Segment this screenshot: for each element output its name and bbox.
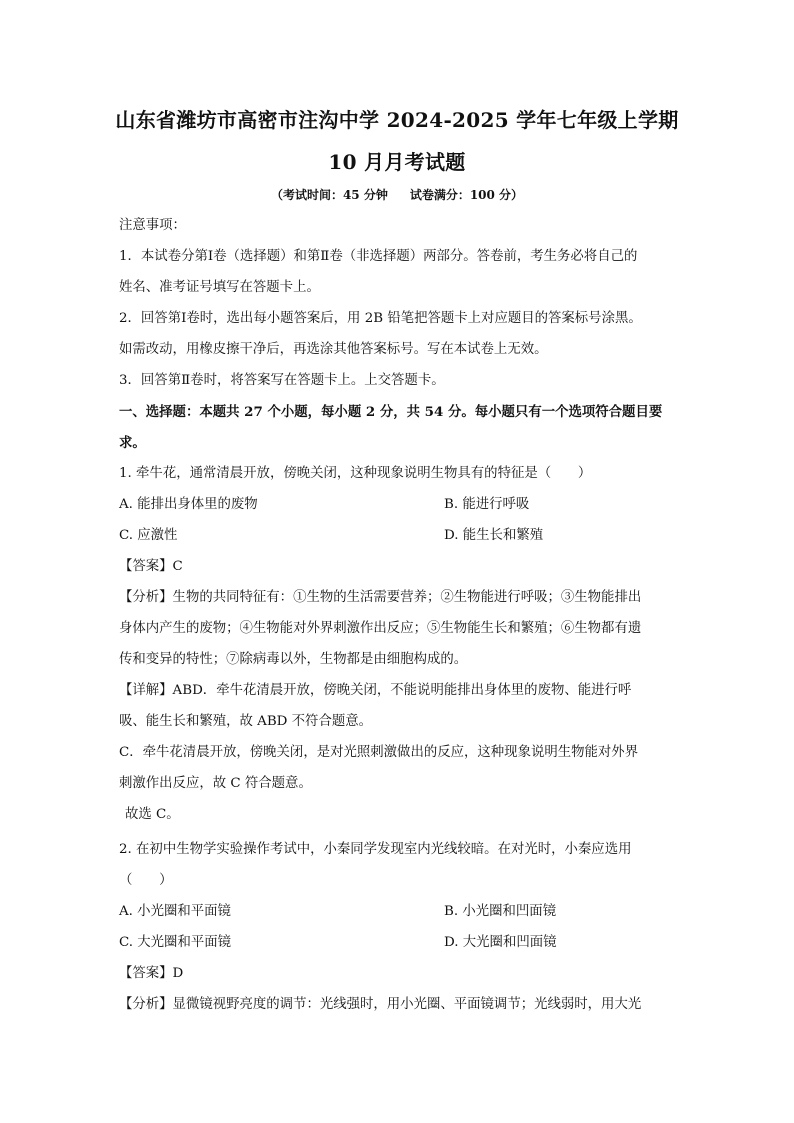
q1-option-c: C. 应激性 — [119, 528, 178, 543]
q2-option-b: B. 小光圈和凹面镜 — [444, 904, 557, 919]
q1-detail-a: 【详解】ABD．牵牛花清晨开放，傍晚关闭，不能说明能排出身体里的废物、能进行呼 — [119, 683, 632, 698]
exam-time: （考试时间：45 分钟 — [270, 188, 388, 202]
q1-choose: 故选 C。 — [125, 807, 180, 822]
q1-detail-b: 吸、能生长和繁殖，故 ABD 不符合题意。 — [119, 714, 373, 729]
q2-option-d: D. 大光圈和凹面镜 — [444, 935, 557, 950]
section-heading-b: 求。 — [119, 435, 146, 451]
q1-option-b: B. 能进行呼吸 — [444, 497, 530, 512]
notes-heading: 注意事项： — [119, 218, 186, 233]
note-1a: 1．本试卷分第Ⅰ卷（选择题）和第Ⅱ卷（非选择题）两部分。答卷前，考生务必将自己的 — [119, 249, 638, 264]
q1-detail-d: 刺激作出反应，故 C 符合题意。 — [119, 776, 312, 791]
q2-stem-b: （ ） — [119, 873, 173, 888]
q2-analysis-a: 【分析】显微镜视野亮度的调节：光线强时，用小光圈、平面镜调节；光线弱时，用大光 — [119, 997, 642, 1012]
page-title-line2: 10 月月考试题 — [328, 150, 466, 174]
note-2a: 2．回答第Ⅰ卷时，选出每小题答案后，用 2B 铅笔把答题卡上对应题目的答案标号涂黑。 — [119, 311, 642, 326]
note-2b: 如需改动，用橡皮擦干净后，再选涂其他答案标号。写在本试卷上无效。 — [119, 342, 548, 357]
full-score: 试卷满分：100 分） — [409, 188, 524, 202]
q2-stem-a: 2. 在初中生物学实验操作考试中，小秦同学发现室内光线较暗。在对光时，小秦应选用 — [119, 842, 632, 857]
q1-analysis-b: 身体内产生的废物；④生物能对外界刺激作出反应；⑤生物能生长和繁殖；⑥生物都有遗 — [119, 621, 642, 636]
page-title-line1: 山东省潍坊市高密市注沟中学 2024-2025 学年七年级上学期 — [115, 108, 679, 132]
section-heading-a: 一、选择题：本题共 27 个小题，每小题 2 分，共 54 分。每小题只有一个选项符合题目要 — [119, 404, 663, 420]
q2-option-c: C. 大光圈和平面镜 — [119, 935, 232, 950]
q1-detail-c: C．牵牛花清晨开放，傍晚关闭，是对光照刺激做出的反应，这种现象说明生物能对外界 — [119, 745, 639, 760]
q2-option-a: A. 小光圈和平面镜 — [119, 904, 231, 919]
exam-info — [0, 186, 794, 203]
q1-stem: 1. 牵牛花，通常清晨开放，傍晚关闭，这种现象说明生物具有的特征是（ ） — [119, 466, 592, 481]
q1-analysis-a: 【分析】生物的共同特征有：①生物的生活需要营养；②生物能进行呼吸；③生物能排出 — [119, 590, 642, 605]
note-3: 3．回答第Ⅱ卷时，将答案写在答题卡上。上交答题卡。 — [119, 373, 445, 388]
note-1b: 姓名、准考证号填写在答题卡上。 — [119, 280, 320, 295]
q2-answer: 【答案】D — [119, 966, 184, 981]
q1-answer: 【答案】C — [119, 559, 183, 574]
q1-analysis-c: 传和变异的特性；⑦除病毒以外，生物都是由细胞构成的。 — [119, 652, 468, 667]
q1-option-a: A. 能排出身体里的废物 — [119, 497, 258, 512]
q1-option-d: D. 能生长和繁殖 — [444, 528, 544, 543]
